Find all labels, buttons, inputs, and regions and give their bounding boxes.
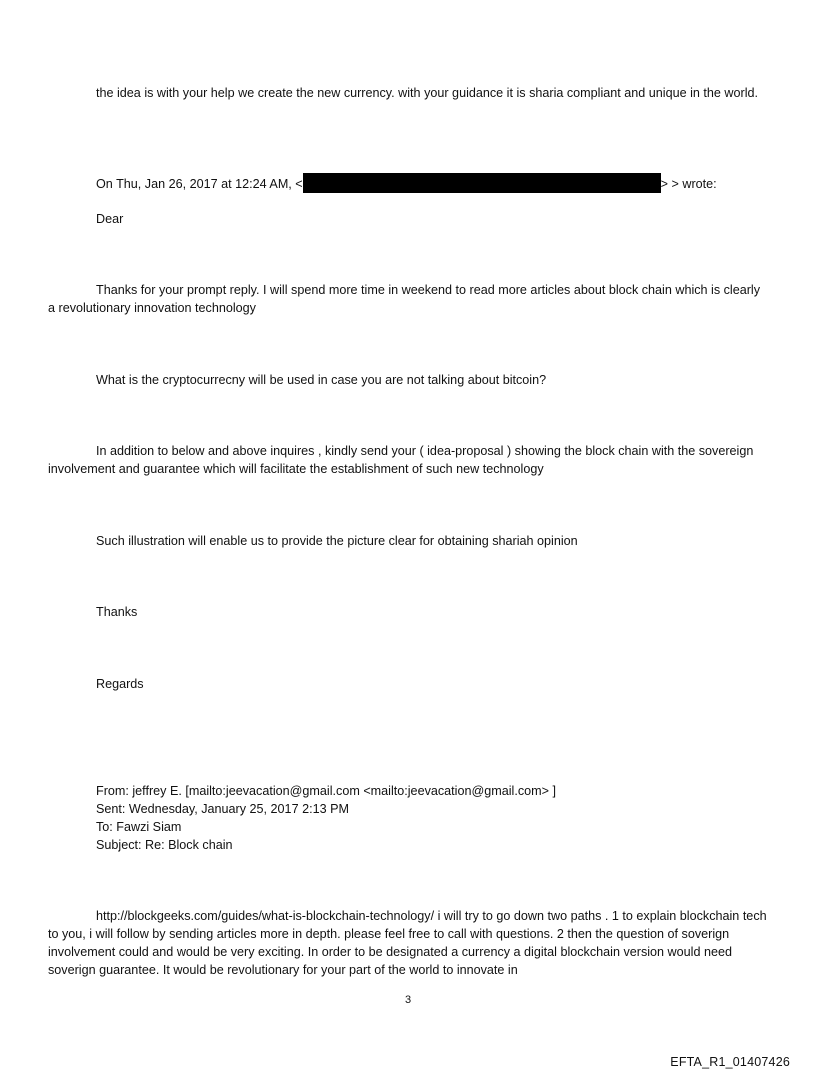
closing-thanks: Thanks — [96, 605, 138, 619]
paragraph-illustration: Such illustration will enable us to provide the picture clear for obtaining shariah opinion — [96, 534, 578, 548]
redaction-block — [303, 173, 661, 193]
quote-header-suffix: > > wrote: — [660, 177, 717, 191]
email-from: From: jeffrey E. [mailto:jeevacation@gmail.com <mailto:jeevacation@gmail.com> ] — [96, 784, 556, 798]
paragraph-question: What is the cryptocurrecny will be used in case you are not talking about bitcoin? — [96, 373, 547, 387]
closing-regards: Regards — [96, 677, 144, 691]
email-sent: Sent: Wednesday, January 25, 2017 2:13 PM — [96, 802, 349, 816]
document-id: EFTA_R1_01407426 — [670, 1055, 790, 1069]
quote-header — [96, 173, 717, 193]
paragraph-blockchain: http://blockgeeks.com/guides/what-is-blockchain-technology/ i will try to go down two paths . 1 to explain blockchain tech to you, i will follow by sending articles more in depth. please feel free to call with questions. 2 then the question of soverign involvement could and would be very exciting. In order to be designated a currency a digital blockchain version would need soverign guarantee. It would be revolutionary for your part of the world to innovate in — [48, 909, 767, 977]
paragraph-intro: the idea is with your help we create the new currency. with your guidance it is sharia compliant and unique in the world. — [96, 86, 758, 100]
page-number: 3 — [404, 994, 412, 1006]
forwarded-email-header — [96, 782, 556, 854]
email-subject: Subject: Re: Block chain — [96, 838, 233, 852]
salutation: Dear — [96, 212, 124, 226]
email-to: To: Fawzi Siam — [96, 820, 182, 834]
paragraph-thanks-reply: Thanks for your prompt reply. I will spend more time in weekend to read more articles about block chain which is clearly a revolutionary innovation technology — [48, 283, 761, 315]
paragraph-request: In addition to below and above inquires , kindly send your ( idea-proposal ) showing the block chain with the sovereign involvement and guarantee which will facilitate the establishment of such new technology — [48, 444, 754, 476]
quote-header-prefix: On Thu, Jan 26, 2017 at 12:24 AM, < — [96, 177, 303, 191]
